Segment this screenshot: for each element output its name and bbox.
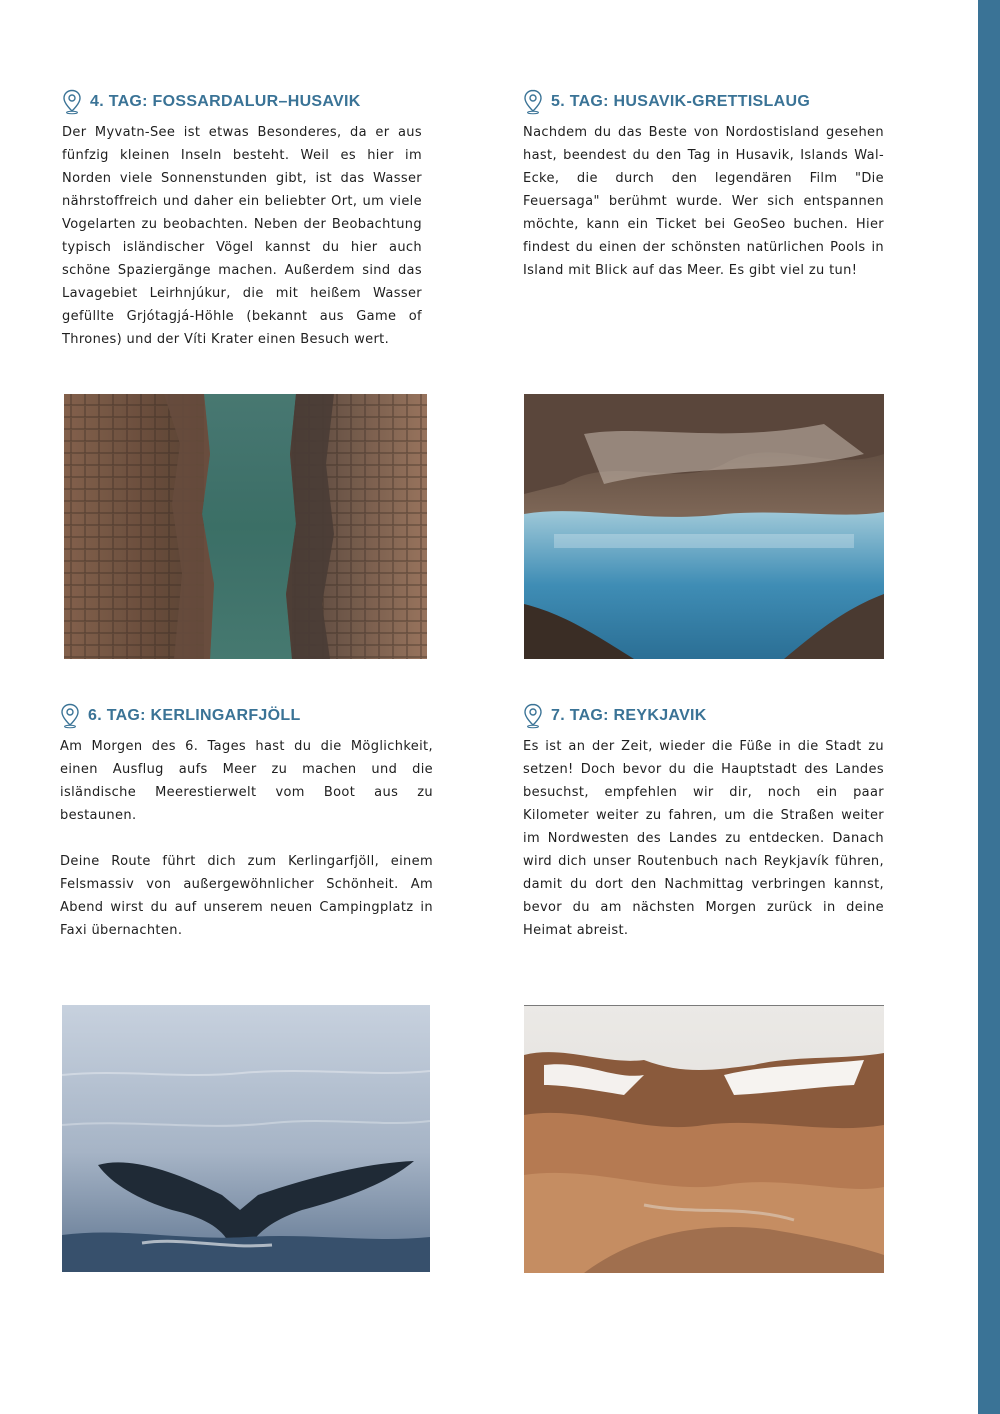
day-4-title: 4. TAG: FOSSARDALUR–HUSAVIK	[90, 93, 361, 110]
day-4-section	[62, 88, 422, 351]
day-6-paragraph: Am Morgen des 6. Tages hast du die Möglichkeit, einen Ausflug aufs Meer zu machen und die isländische Meerestierwelt vom Boot aus zu bestaunen.	[60, 739, 433, 823]
cave-pool-photo	[524, 394, 884, 659]
day-7-section	[523, 702, 884, 942]
day-4-paragraph: Der Myvatn-See ist etwas Besonderes, da er aus fünfzig kleinen Inseln besteht. Weil es hier im Norden viele Sonnenstunden gibt, ist das Wasser nährstoffreich und daher ein beliebter Ort, um viele Vogelarten zu beobachten. Neben der Beobachtung typisch isländischer Vögel kannst du hier auch schöne Spaziergänge machen. Außerdem sind das Lavagebiet Leirhnjúkur, die mit heißem Wasser gefüllte Grjótagjá-Höhle (bekannt aus Game of Thrones) und der Víti Krater einen Besuch wert.	[62, 125, 422, 347]
day-4-heading	[62, 88, 422, 116]
day-7-title: 7. TAG: REYKJAVIK	[551, 707, 707, 724]
basalt-canyon-photo	[64, 394, 427, 659]
location-pin-icon	[523, 703, 543, 729]
location-pin-icon	[60, 703, 80, 729]
location-pin-icon	[523, 89, 543, 115]
day-6-paragraph: Deine Route führt dich zum Kerlingarfjöll, einem Felsmassiv von außergewöhnlicher Schönheit. Am Abend wirst du auf unserem neuen Campingplatz in Faxi übernachten.	[60, 854, 433, 938]
day-5-heading	[523, 88, 884, 116]
day-5-paragraph: Nachdem du das Beste von Nordostisland gesehen hast, beendest du den Tag in Husavik, Islands Wal-Ecke, die durch den legendären Film "Die Feuersaga" berühmt wurde. Wer sich entspannen möchte, kann ein Ticket bei GeoSeo buchen. Hier findest du einen der schönsten natürlichen Pools in Island mit Blick auf das Meer. Es gibt viel zu tun!	[523, 125, 884, 278]
day-6-title: 6. TAG: KERLINGARFJÖLL	[88, 707, 301, 724]
day-6-section	[60, 702, 433, 942]
day-5-section	[523, 88, 884, 282]
day-7-heading	[523, 702, 884, 730]
day-7-paragraph: Es ist an der Zeit, wieder die Füße in die Stadt zu setzen! Doch bevor du die Hauptstadt des Landes besuchst, empfehlen wir dir, noch ein paar Kilometer weiter zu fahren, um die Straßen weiter im Nordwesten des Landes zu entdecken. Danach wird dich unser Routenbuch nach Reykjavík führen, damit du dort den Nachmittag verbringen kannst, bevor du am nächsten Morgen zurück in deine Heimat abreist.	[523, 739, 884, 938]
day-5-title: 5. TAG: HUSAVIK-GRETTISLAUG	[551, 93, 811, 110]
side-accent-bar	[978, 0, 1000, 1414]
day-6-heading	[60, 702, 433, 730]
whale-tail-photo	[62, 1005, 430, 1272]
day-5-text	[523, 121, 884, 282]
location-pin-icon	[62, 89, 82, 115]
colorful-mountains-photo	[524, 1005, 884, 1273]
day-6-text	[60, 735, 433, 942]
day-4-text	[62, 121, 422, 351]
day-7-text	[523, 735, 884, 942]
